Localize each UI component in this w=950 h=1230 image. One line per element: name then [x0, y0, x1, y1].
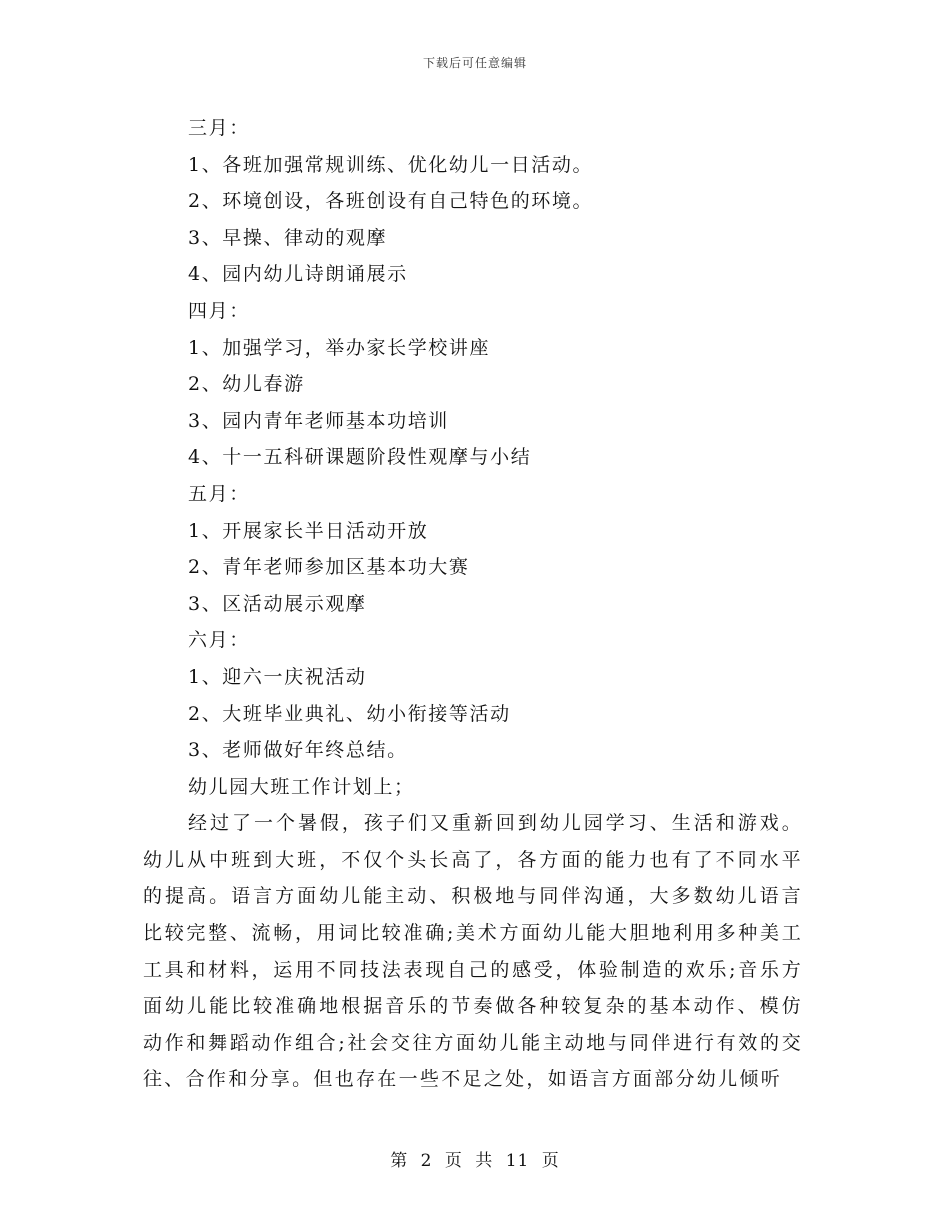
body-paragraph: 经过了一个暑假，孩子们又重新回到幼儿园学习、生活和游戏。幼儿从中班到大班，不仅个头长高了，各方面的能力也有了不同水平的提高。语言方面幼儿能主动、积极地与同伴沟通，大多数幼儿语言比较完整、流畅，用词比较准确;美术方面幼儿能大胆地利用多种美工工具和材料，运用不同技法表现自己的感受，体验制造的欢乐;音乐方面幼儿能比较准确地根据音乐的节奏做各种较复杂的基本动作、模仿动作和舞蹈动作组合;社会交往方面幼儿能主动地与同伴进行有效的交往、合作和分享。但也存在一些不足之处，如语言方面部分幼儿倾听: [143, 812, 803, 1091]
list-item: 3、区活动展示观摩: [188, 592, 367, 615]
list-item: 1、各班加强常规训练、优化幼儿一日活动。: [188, 153, 594, 176]
list-item: 2、幼儿春游: [188, 373, 305, 396]
list-item: 2、青年老师参加区基本功大赛: [188, 556, 470, 579]
list-item: 3、园内青年老师基本功培训: [188, 409, 449, 432]
list-item: 4、园内幼儿诗朗诵展示: [188, 263, 408, 286]
list-item: 1、开展家长半日活动开放: [188, 519, 429, 542]
list-item: 1、迎六一庆祝活动: [188, 665, 367, 688]
page-footer: 第 2 页 共 11 页: [390, 1151, 560, 1171]
page-body: [143, 110, 803, 1098]
section-heading-march: 三月：: [188, 117, 250, 139]
section-heading-may: 五月：: [188, 482, 250, 505]
list-item: 2、大班毕业典礼、幼小衔接等活动: [188, 702, 511, 725]
page-header: 下载后可任意编辑: [422, 56, 527, 70]
section-heading-april: 四月：: [188, 299, 250, 322]
list-item: 3、老师做好年终总结。: [188, 739, 408, 762]
list-item: 3、早操、律动的观摩: [188, 226, 388, 249]
list-item: 2、环境创设，各班创设有自己特色的环境。: [188, 190, 594, 213]
section-title: 幼儿园大班工作计划上；: [188, 775, 415, 798]
list-item: 4、十一五科研课题阶段性观摩与小结: [188, 446, 532, 469]
list-item: 1、加强学习，举办家长学校讲座: [188, 336, 491, 359]
section-heading-june: 六月：: [188, 629, 250, 652]
